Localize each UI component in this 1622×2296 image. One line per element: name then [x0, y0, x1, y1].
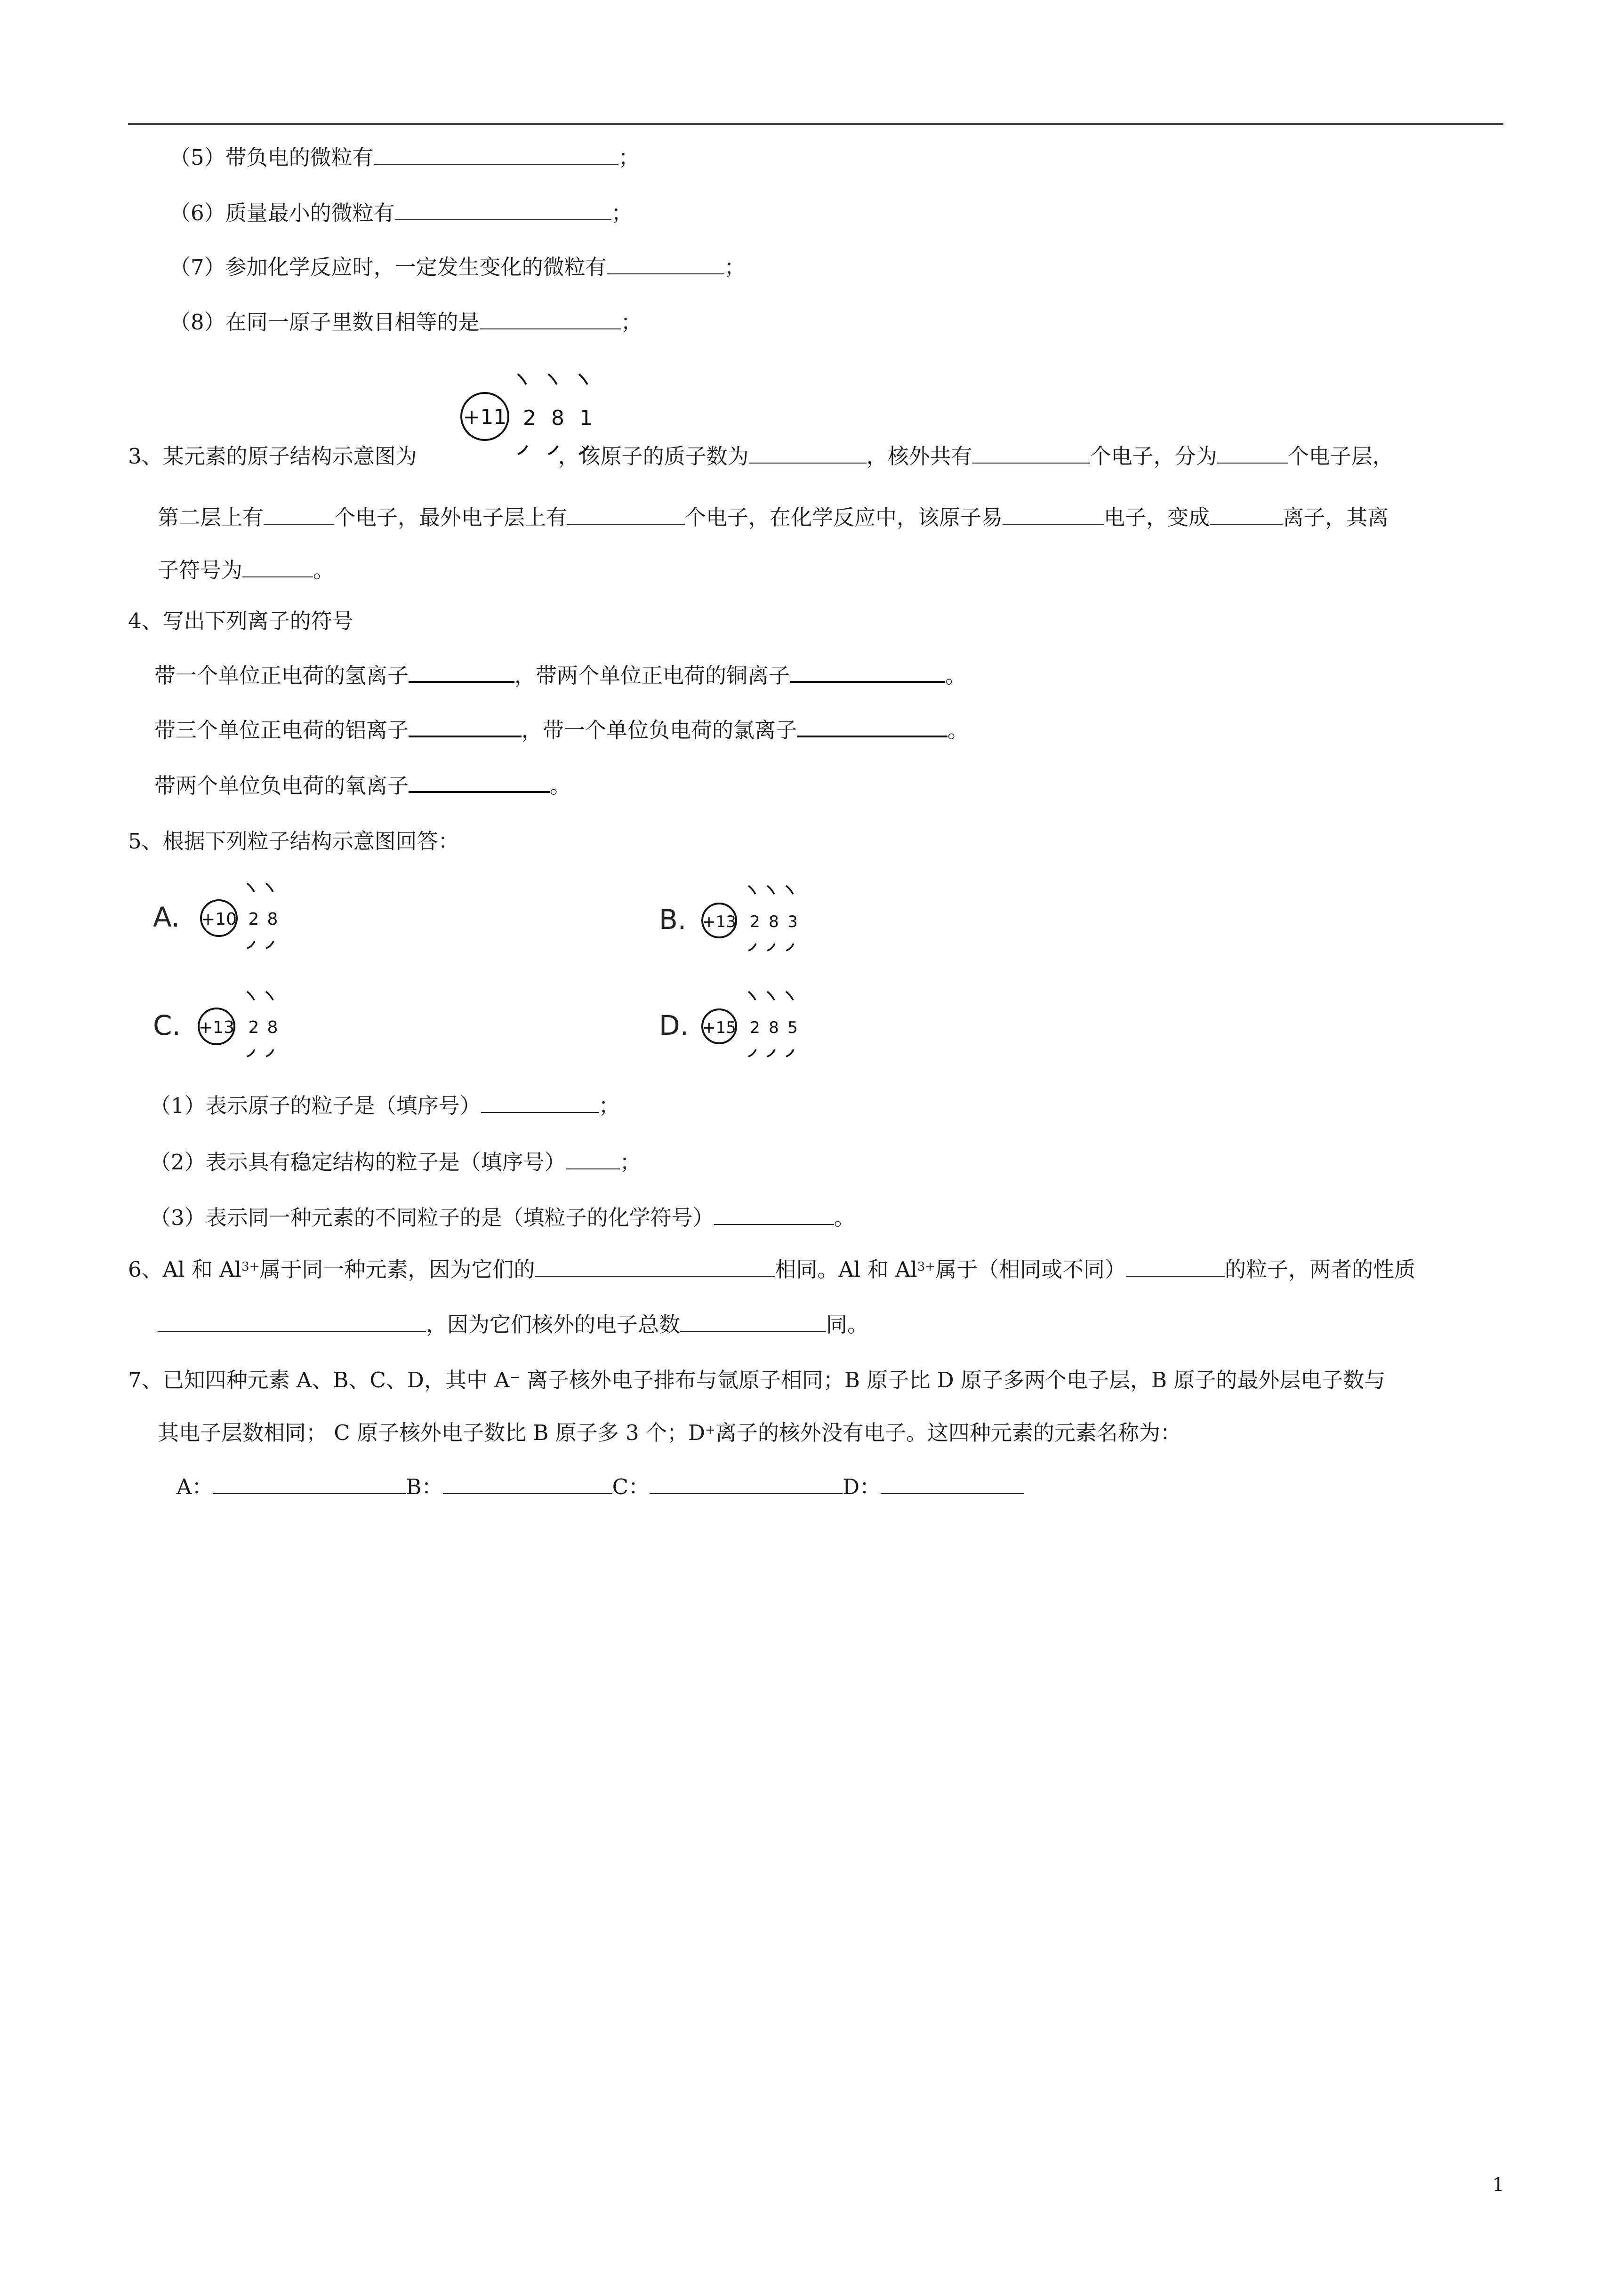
q4-blank-al[interactable]	[409, 717, 522, 737]
q4-blank-cu[interactable]	[790, 662, 945, 683]
q2-blank-6[interactable]	[395, 200, 611, 220]
q3-blank-layers[interactable]	[1217, 444, 1288, 464]
q4-blank-cl[interactable]	[797, 717, 948, 737]
q3-blank-second[interactable]	[264, 505, 334, 525]
q7-blank-a[interactable]	[213, 1474, 406, 1494]
particle-b	[659, 880, 828, 960]
particle-a	[153, 878, 304, 958]
q6-line-2: ，因为它们核外的电子总数 同。	[158, 1311, 868, 1339]
q2-blank-5[interactable]	[374, 145, 618, 165]
q2-item-7: （7）参加化学反应时，一定发生变化的微粒有 ；	[169, 255, 746, 280]
nucleus-label: +11	[463, 405, 507, 429]
particle-d-shell-3: 5	[787, 1018, 798, 1037]
particle-d-shell-1: 2	[750, 1018, 760, 1037]
particle-d-shell-2: 8	[769, 1018, 779, 1037]
q6-line-1: 6、Al 和 $Al^{3+}$属于同一种元素，因为它们的 相同。Al 和 $Al^{3+}$属于（相同或不同） 的粒子，两者的性质	[128, 1257, 1416, 1282]
q3-blank-protons[interactable]	[749, 444, 867, 464]
q3-blank-gain-lose[interactable]	[1003, 505, 1104, 525]
q5-sub-3: （3）表示同一种元素的不同粒子的是（填粒子的化学符号） 。	[150, 1205, 855, 1230]
particle-c-nucleus-label: +13	[199, 1018, 234, 1037]
q5-sub-2: （2）表示具有稳定结构的粒子是（填序号） ；	[150, 1150, 641, 1175]
q6-blank-3[interactable]	[158, 1312, 426, 1332]
q4-line-3: 带两个单位负电荷的氧离子 。	[154, 773, 571, 798]
q2-blank-8[interactable]	[480, 310, 621, 329]
q7-blank-d[interactable]	[881, 1474, 1024, 1494]
particle-b-shell-2: 8	[769, 912, 779, 931]
q4-blank-o[interactable]	[409, 772, 550, 793]
page-number: 1	[1492, 2174, 1504, 2196]
q4-line-2: 带三个单位正电荷的铝离子 ，带一个单位负电荷的氯离子 。	[154, 718, 969, 743]
particle-b-nucleus-label: +13	[702, 912, 736, 931]
particle-d-letter: D.	[659, 1009, 689, 1041]
particle-c-shell-2: 8	[267, 1018, 278, 1037]
particle-a-letter: A.	[153, 901, 180, 933]
shell-2-count: 8	[551, 406, 564, 430]
particle-c-letter: C.	[153, 1009, 181, 1041]
particle-a-shell-1: 2	[248, 910, 259, 929]
q5-blank-1[interactable]	[481, 1093, 599, 1113]
particle-a-shell-2: 8	[267, 910, 278, 929]
q7-line-1: 7、已知四种元素 A、B、C、D，其中 A− 离子核外电子排布与氩原子相同；B 原子比 D 原子多两个电子层，B 原子的最外层电子数与	[128, 1368, 1386, 1392]
header-rule	[128, 123, 1503, 125]
q4-blank-h[interactable]	[409, 662, 514, 683]
q7-answers: A： B： C： D：	[177, 1473, 1024, 1501]
q5-title: 5、根据下列粒子结构示意图回答：	[128, 829, 459, 854]
q6-blank-4[interactable]	[680, 1312, 826, 1332]
q3-line-1: 3、某元素的原子结构示意图为 ，该原子的质子数为 ，核外共有 个电子，分为 个电子层，	[128, 444, 1394, 469]
q3-blank-electrons[interactable]	[972, 444, 1090, 464]
q3-line-3: 子符号为 。	[158, 558, 335, 583]
shell-3-count: 1	[579, 406, 593, 430]
q7-line-2: 其电子层数相同； C 原子核外电子数比 B 原子多 3 个；D+离子的核外没有电子。这四种元素的元素名称为：	[158, 1420, 1181, 1445]
q3-line-2: 第二层上有 个电子，最外电子层上有 个电子，在化学反应中，该原子易 电子，变成 离子，其离	[158, 505, 1389, 530]
q5-sub-1: （1）表示原子的粒子是（填序号） ；	[150, 1093, 620, 1118]
q5-blank-3[interactable]	[714, 1205, 834, 1225]
q2-blank-7[interactable]	[607, 255, 724, 274]
q7-blank-b[interactable]	[443, 1474, 612, 1494]
q3-blank-symbol[interactable]	[242, 558, 313, 577]
q6-blank-2[interactable]	[1126, 1257, 1225, 1277]
q3-blank-outer[interactable]	[567, 505, 685, 525]
q7-blank-c[interactable]	[650, 1474, 843, 1494]
particle-c	[153, 986, 304, 1066]
particle-c-shell-1: 2	[248, 1018, 259, 1037]
particle-b-shell-1: 2	[750, 912, 760, 931]
q5-blank-2[interactable]	[566, 1150, 620, 1169]
q4-line-1: 带一个单位正电荷的氢离子 ，带两个单位正电荷的铜离子 。	[154, 663, 967, 688]
particle-d	[659, 986, 828, 1066]
q4-title: 4、写出下列离子的符号	[128, 608, 353, 633]
particle-a-nucleus-label: +10	[201, 910, 237, 929]
particle-b-letter: B.	[659, 904, 687, 936]
particle-b-shell-3: 3	[787, 912, 798, 931]
q2-item-8: （8）在同一原子里数目相等的是 ；	[169, 310, 642, 335]
q2-item-6: （6）质量最小的微粒有 ；	[169, 200, 633, 225]
q6-blank-1[interactable]	[535, 1257, 775, 1277]
q3-blank-ion-type[interactable]	[1210, 505, 1283, 525]
shell-1-count: 2	[523, 406, 536, 430]
particle-d-nucleus-label: +15	[702, 1018, 736, 1037]
q2-item-5: （5）带负电的微粒有 ；	[169, 145, 640, 170]
